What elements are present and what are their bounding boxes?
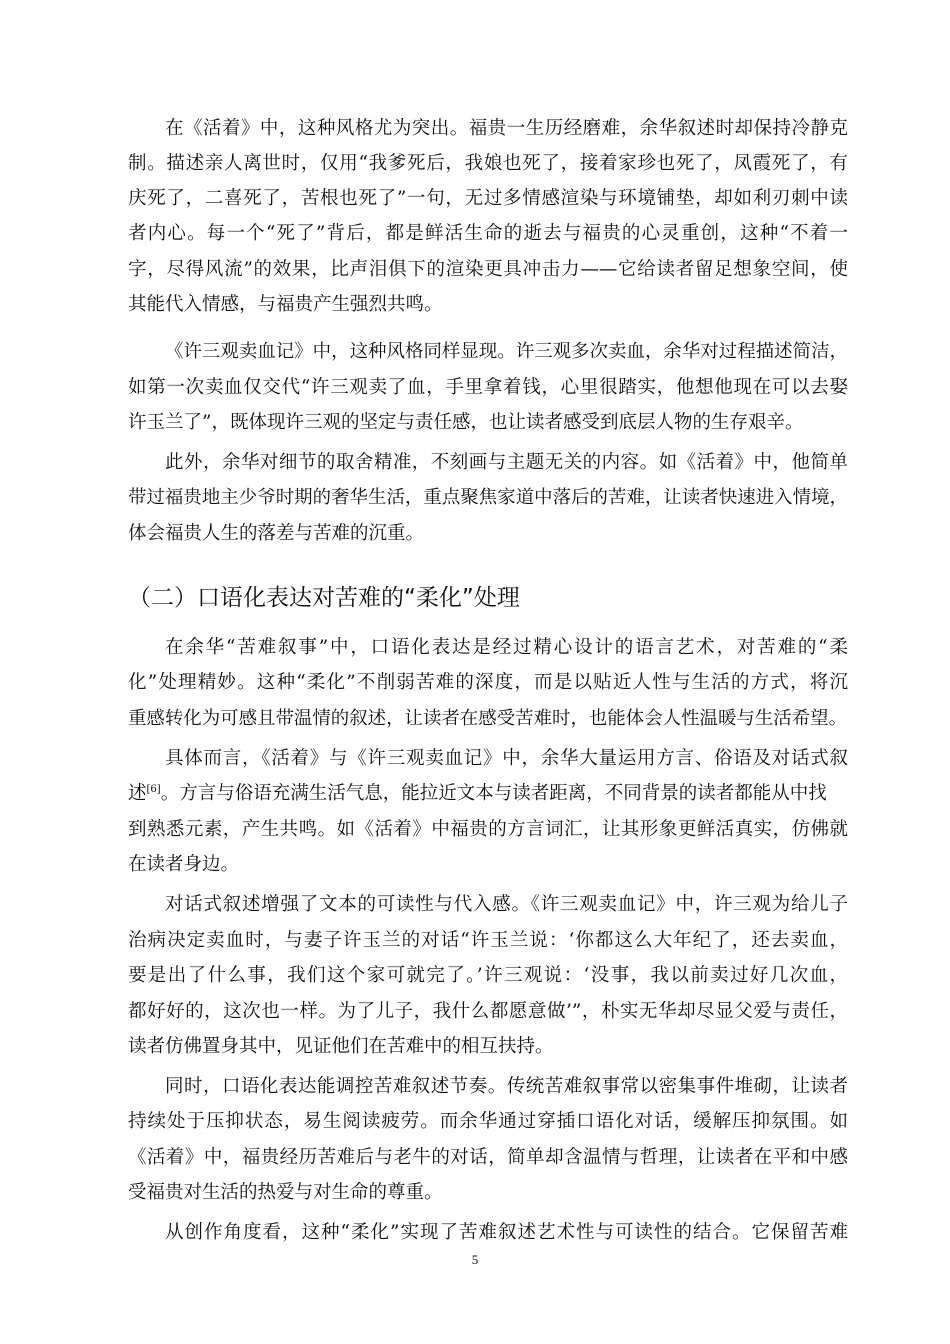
body-text-line: 许玉兰了”，既体现许三观的坚定与责任感，也让读者感受到底层人物的生存艰辛。: [128, 412, 804, 433]
body-text-line: 具体而言，《活着》与《许三观卖血记》中，余华大量运用方言、俗语及对话式叙: [165, 748, 848, 769]
body-text-line: 要是出了什么事，我们这个家可就完了。’许三观说：‘没事，我以前卖过好几次血，: [128, 965, 848, 986]
body-text-line: 体会福贵人生的落差与苦难的沉重。: [128, 523, 425, 544]
body-text-line: 读者仿佛置身其中，见证他们在苦难中的相互扶持。: [128, 1036, 554, 1057]
body-text-line: 到熟悉元素，产生共鸣。如《活着》中福贵的方言词汇，让其形象更鲜活真实，仿佛就: [128, 819, 848, 840]
body-text-line: 《活着》中，福贵经历苦难后与老牛的对话，简单却含温情与哲理，让读者在平和中感: [128, 1147, 848, 1168]
body-text-line: 其能代入情感，与福贵产生强烈共鸣。: [128, 294, 443, 315]
body-text-line: 都好好的，这次也一样。为了儿子，我什么都愿意做’”，朴实无华却尽显父爱与责任，: [128, 1001, 848, 1022]
line-remainder: 。方言与俗语充满生活气息，能拉近文本与读者距离，不同背景的读者都能从中找: [160, 783, 827, 804]
body-text-line: 对话式叙述增强了文本的可读性与代入感。《许三观卖血记》中，许三观为给儿子: [165, 894, 848, 915]
body-text-line: 从创作角度看，这种“柔化”实现了苦难叙述艺术性与可读性的结合。它保留苦难: [165, 1222, 848, 1243]
body-text-line: 在余华“苦难叙事”中，口语化表达是经过精心设计的语言艺术，对苦难的“柔: [165, 637, 848, 658]
body-text-line: 重感转化为可感且带温情的叙述，让读者在感受苦难时，也能体会人性温暖与生活希望。: [128, 708, 848, 729]
body-text-line: 庆死了，二喜死了，苦根也死了”一句，无过多情感渲染与环境铺垫，却如利刃刺中读: [128, 188, 848, 209]
page-number: 5: [471, 1252, 479, 1267]
body-text-line: 字，尽得风流”的效果，比声泪俱下的渲染更具冲击力——它给读者留足想象空间，使: [128, 259, 848, 280]
body-text-line-with-citation: [128, 781, 848, 807]
body-text-line: 在读者身边。: [128, 854, 240, 875]
body-text-line: 制。描述亲人离世时，仅用“我爹死后，我娘也死了，接着家珍也死了，凤霞死了，有: [128, 153, 848, 174]
body-text-line: 在《活着》中，这种风格尤为突出。福贵一生历经磨难，余华叙述时却保持冷静克: [165, 118, 848, 139]
body-text-line: 同时，口语化表达能调控苦难叙述节奏。传统苦难叙事常以密集事件堆砌，让读者: [165, 1076, 848, 1097]
body-text-line: 治病决定卖血时，与妻子许玉兰的对话“许玉兰说：‘你都这么大年纪了，还去卖血，: [128, 930, 848, 951]
body-text-line: 如第一次卖血仅交代“许三观卖了血，手里拿着钱，心里很踏实，他想他现在可以去娶: [128, 377, 848, 398]
section-heading: （二）口语化表达对苦难的“柔化”处理: [128, 585, 520, 611]
body-text-line: 化”处理精妙。这种“柔化”不削弱苦难的深度，而是以贴近人性与生活的方式，将沉: [128, 672, 848, 693]
body-text-line: 此外，余华对细节的取舍精准，不刻画与主题无关的内容。如《活着》中，他简单: [165, 452, 848, 473]
body-text-line: 受福贵对生活的热爱与对生命的尊重。: [128, 1182, 443, 1203]
line-prefix: 述: [128, 783, 147, 804]
body-text-line: 持续处于压抑状态，易生阅读疲劳。而余华通过穿插口语化对话，缓解压抑氛围。如: [128, 1111, 848, 1132]
body-text-line: 者内心。每一个“死了”背后，都是鲜活生命的逝去与福贵的心灵重创，这种“不着一: [128, 223, 848, 244]
body-text-line: 带过福贵地主少爷时期的奢华生活，重点聚焦家道中落后的苦难，让读者快速进入情境，: [128, 487, 848, 508]
citation-marker: [6]: [146, 783, 161, 795]
body-text-line: 《许三观卖血记》中，这种风格同样显现。许三观多次卖血，余华对过程描述简洁，: [165, 341, 848, 362]
